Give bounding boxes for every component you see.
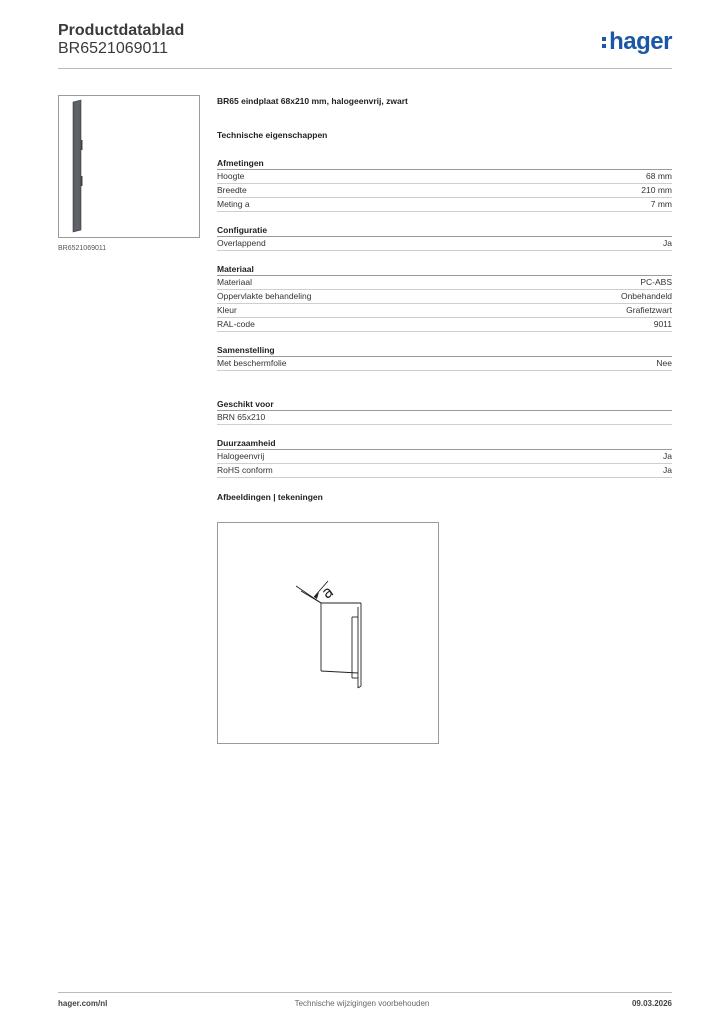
hager-logo — [602, 28, 672, 56]
product-photo — [59, 96, 199, 237]
footer-disclaimer: Technische wijzigingen voorbehouden — [294, 999, 430, 1008]
spec-group-title: Configuratie — [217, 225, 672, 237]
tech-heading: Technische eigenschappen — [217, 130, 328, 140]
product-thumbnail — [58, 95, 200, 238]
spec-value: Onbehandeld — [620, 291, 672, 301]
logo-text: hager — [609, 28, 672, 55]
spec-label: RoHS conform — [217, 465, 273, 475]
spec-value: PC-ABS — [640, 277, 672, 287]
technical-drawing — [217, 522, 439, 744]
spec-value: 68 mm — [646, 171, 672, 181]
dimension-label: a — [317, 581, 337, 603]
spec-group-title: Duurzaamheid — [217, 438, 672, 450]
spec-row — [217, 411, 672, 425]
document-reference: BR6521069011 — [58, 40, 169, 57]
spec-group — [217, 438, 672, 478]
spec-label: RAL-code — [217, 319, 255, 329]
spec-value: Grafietzwart — [626, 305, 672, 315]
footer-website-link[interactable]: hager.com/nl — [58, 999, 108, 1008]
footer-date: 09.03.2026 — [631, 999, 672, 1008]
spec-label: Hoogte — [217, 171, 245, 181]
images-heading: Afbeeldingen | tekeningen — [217, 492, 323, 502]
spec-value: 7 mm — [650, 199, 672, 209]
spec-value: Ja — [663, 465, 672, 475]
spec-group — [217, 264, 672, 332]
spec-value: 210 mm — [641, 185, 672, 195]
spec-row — [217, 170, 672, 184]
spec-row — [217, 276, 672, 290]
spec-value: Ja — [663, 238, 672, 248]
spec-value: Nee — [656, 358, 672, 368]
spec-group — [217, 158, 672, 212]
spec-group — [217, 399, 672, 425]
end-plate-drawing — [218, 523, 438, 743]
spec-group — [217, 345, 672, 371]
header-divider — [58, 68, 672, 69]
product-title: BR65 eindplaat 68x210 mm, halogeenvrij, zwart — [217, 96, 408, 106]
spec-label: Meting a — [217, 199, 250, 209]
spec-label: Oppervlakte behandeling — [217, 291, 312, 301]
spec-label: Kleur — [217, 305, 237, 315]
group-spacer — [217, 384, 672, 399]
spec-group-title: Materiaal — [217, 264, 672, 276]
spec-group-title: Afmetingen — [217, 158, 672, 170]
spec-groups — [217, 158, 672, 478]
spec-row — [217, 450, 672, 464]
spec-section — [217, 96, 672, 502]
spec-row — [217, 318, 672, 332]
spec-row — [217, 304, 672, 318]
spec-row — [217, 357, 672, 371]
spec-label: Met beschermfolie — [217, 358, 287, 368]
spec-row — [217, 290, 672, 304]
spec-row — [217, 198, 672, 212]
spec-label: Materiaal — [217, 277, 252, 287]
spec-value: Ja — [663, 451, 672, 461]
spec-row — [217, 237, 672, 251]
thumbnail-caption: BR6521069011 — [58, 245, 107, 252]
spec-group-title: Samenstelling — [217, 345, 672, 357]
spec-label: Overlappend — [217, 238, 266, 248]
spec-row — [217, 184, 672, 198]
spec-group — [217, 225, 672, 251]
spec-row — [217, 464, 672, 478]
footer-divider — [58, 992, 672, 993]
spec-label: Breedte — [217, 185, 247, 195]
document-title: Productdatablad — [58, 22, 185, 39]
spec-group-title: Geschikt voor — [217, 399, 672, 411]
spec-label: Halogeenvrij — [217, 451, 265, 461]
spec-value: 9011 — [653, 319, 672, 329]
spec-label: BRN 65x210 — [217, 412, 266, 422]
logo-dots — [602, 34, 606, 51]
